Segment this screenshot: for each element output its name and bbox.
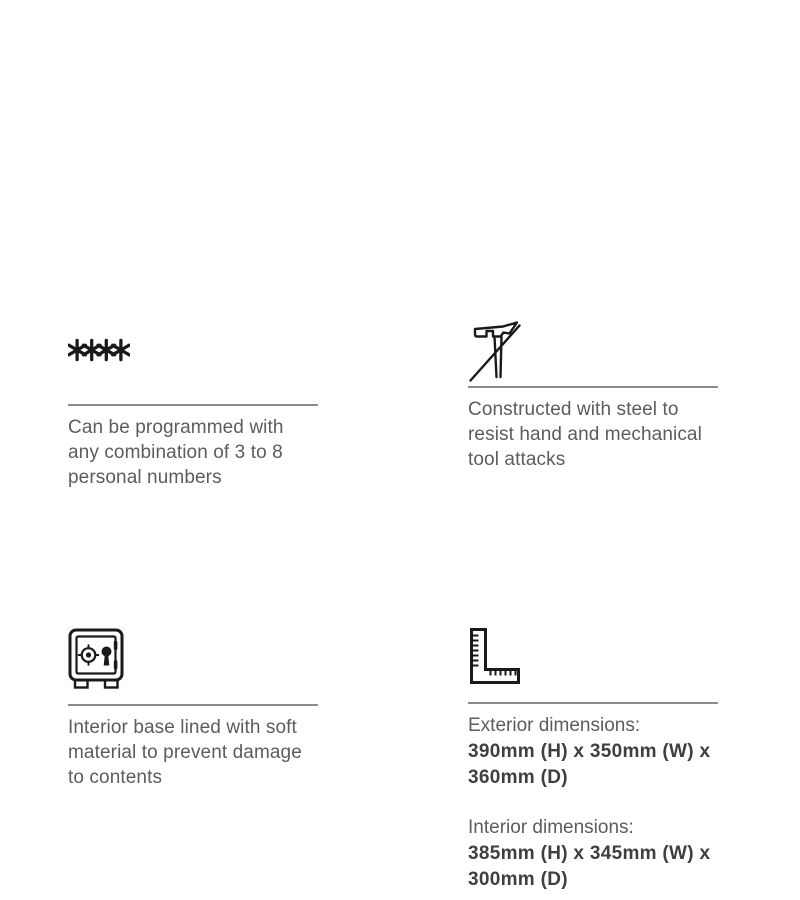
feature-icon-slot	[68, 338, 318, 404]
divider	[468, 702, 718, 704]
feature-icon-slot	[468, 320, 718, 386]
feature-steel-construction	[468, 318, 718, 472]
feature-soft-lined-interior	[68, 624, 318, 790]
hammer-crossed-icon	[468, 320, 524, 384]
feature-caption: Can be programmed with any combination of 3 to 8 personal numbers	[68, 417, 284, 488]
set-square-ruler-icon	[468, 626, 522, 686]
asterisks-icon	[68, 338, 130, 362]
exterior-dimensions-value: 390mm (H) x 350mm (W) x 360mm (D)	[468, 741, 711, 788]
divider	[68, 704, 318, 706]
feature-icon-slot	[68, 628, 318, 704]
safe-icon	[68, 628, 125, 690]
dimension-blocks	[468, 713, 718, 893]
divider	[468, 386, 718, 388]
feature-icon-slot	[468, 626, 718, 702]
interior-dimensions-value: 385mm (H) x 345mm (W) x 300mm (D)	[468, 843, 711, 890]
feature-programmable-code	[68, 318, 318, 490]
exterior-dimensions-label: Exterior dimensions:	[468, 715, 641, 736]
feature-caption: Interior base lined with soft material to prevent damage to contents	[68, 717, 302, 788]
interior-dimensions-label: Interior dimensions:	[468, 817, 634, 838]
interior-dimensions-block	[468, 815, 718, 893]
feature-dimensions	[468, 624, 718, 893]
exterior-dimensions-block	[468, 713, 718, 791]
divider	[68, 404, 318, 406]
feature-caption: Constructed with steel to resist hand and mechanical tool attacks	[468, 399, 702, 470]
